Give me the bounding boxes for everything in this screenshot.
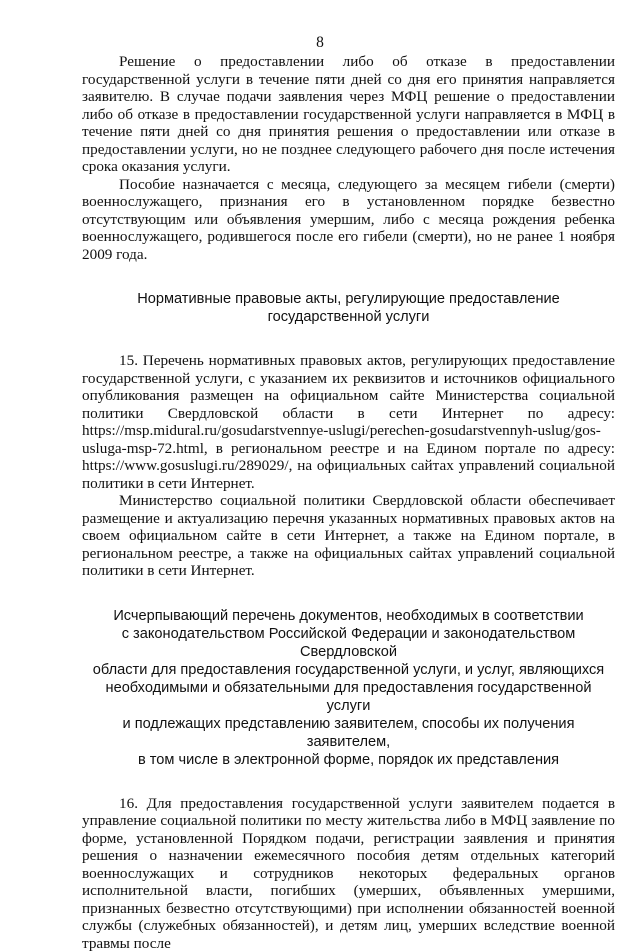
paragraph-decision-notice: Решение о предоставлении либо об отказе в предоставлении государственной услуги в течение пяти дней со дня его принятия направляется заявителю. В случае подачи заявления через МФЦ решение о предоставлении либо об отказе в предоставлении государственной услуги направляется в МФЦ в течение пяти дней со дня принятия решения о предоставлении или отказе в предоставлении услуги, но не позднее следующего рабочего дня после истечения срока оказания услуги. — [82, 53, 615, 176]
heading-line: Нормативные правовые акты, регулирующие предоставление — [82, 290, 615, 308]
heading-line: в том числе в электронной форме, порядок их представления — [82, 751, 615, 769]
paragraph-15-legal-acts-list: 15. Перечень нормативных правовых актов, регулирующих предоставление государственной услуги, с указанием их реквизитов и источников официального опубликования размещен на официальном сайте Министерства социальной политики Свердловской области в сети Интернет по адресу: https://msp.midural.ru/gosudarstvennye-uslugi/perechen-gosudarstvennyh-uslug/gos-usluga-msp-72.html, в региональном реестре и на Едином портале по адресу: https://www.gosuslugi.ru/289029/, на официальных сайтах управлений социальной политики в сети Интернет. — [82, 352, 615, 492]
paragraph-benefit-start: Пособие назначается с месяца, следующего за месяцем гибели (смерти) военнослужащего, признания его в установленном порядке безвестно отсутствующим или объявления умершим, либо с месяца рождения ребенка военнослужащего, родившегося после его гибели (смерти), но не ранее 1 ноября 2009 года. — [82, 176, 615, 264]
document-body — [82, 53, 615, 952]
section-heading-legal-acts — [82, 290, 615, 326]
heading-line: государственной услуги — [82, 308, 615, 326]
heading-line: и подлежащих представлению заявителем, способы их получения заявителем, — [82, 715, 615, 751]
paragraph-16-application: 16. Для предоставления государственной услуги заявителем подается в управление социальной политики по месту жительства либо в МФЦ заявление по форме, установленной Порядком подачи, регистрации заявления и принятия решения о назначении ежемесячного пособия детям отдельных категорий военнослужащих и сотрудников некоторых федеральных органов исполнительной власти, погибших (умерших, объявленных умершими, признанных безвестно отсутствующими) при исполнении обязанностей военной службы (служебных обязанностей), и детям лиц, умерших вследствие военной травмы после — [82, 795, 615, 952]
page-number: 8 — [0, 34, 640, 52]
heading-line: необходимыми и обязательными для предоставления государственной услуги — [82, 679, 615, 715]
section-heading-required-documents — [82, 607, 615, 769]
heading-line: Исчерпывающий перечень документов, необходимых в соответствии — [82, 607, 615, 625]
paragraph-ministry-publication: Министерство социальной политики Свердловской области обеспечивает размещение и актуализацию перечня указанных нормативных правовых актов на своем официальном сайте в сети Интернет, а также на Едином портале, в региональном реестре, а также на официальных сайтах управлений социальной политики в сети Интернет. — [82, 492, 615, 580]
heading-line: с законодательством Российской Федерации и законодательством Свердловской — [82, 625, 615, 661]
heading-line: области для предоставления государственной услуги, и услуг, являющихся — [82, 661, 615, 679]
